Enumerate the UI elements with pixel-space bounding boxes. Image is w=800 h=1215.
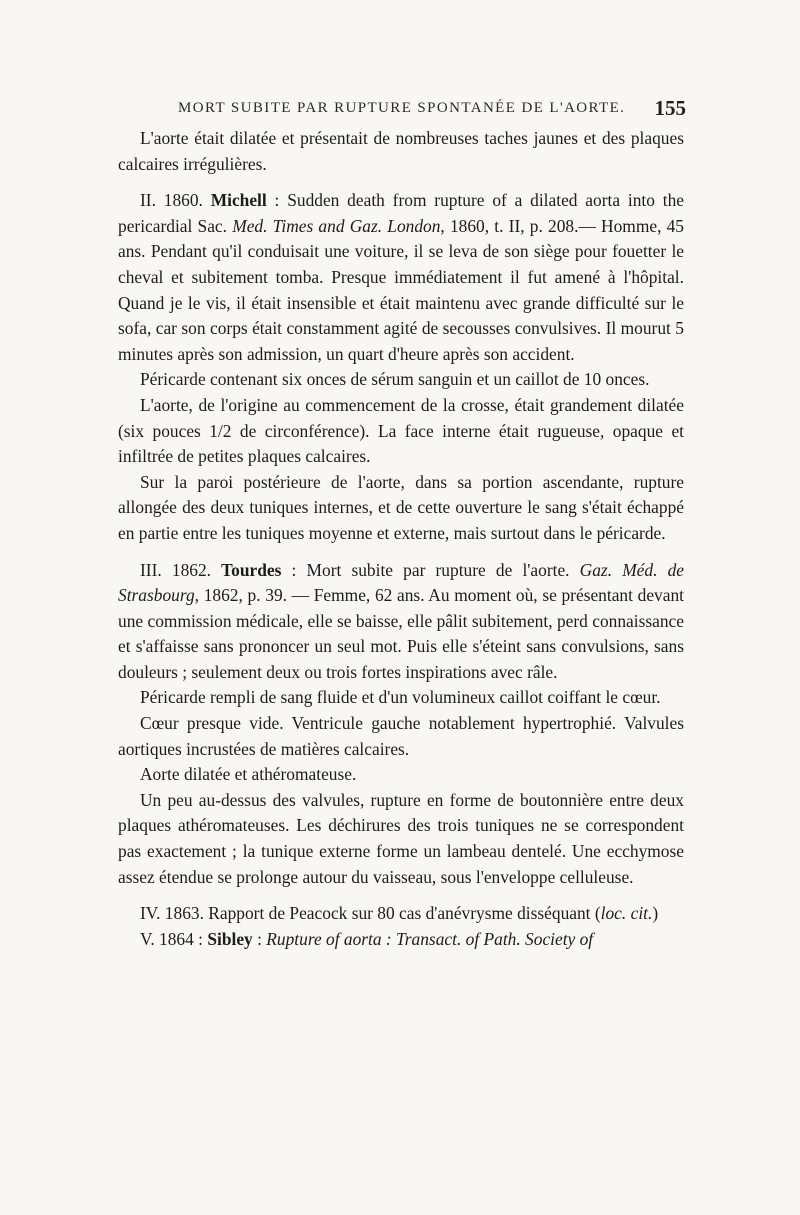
paragraph-text: L'aorte, de l'origine au commencement de la crosse, était grandement dilatée (six pouces 1/2 de circonférence). La face interne était rugueuse, opaque et infiltrée de petites plaques calcaires. [118,394,684,467]
paragraph-text: : Mort subite par rupture de l'aorte. [281,559,580,580]
author-name: Michell [210,190,267,211]
paragraph-text: Sur la paroi postérieure de l'aorte, dans sa portion ascendante, rupture allongée des deux tuniques internes, et de cette ouverture le sang s'était échappé en partie entre les tuniques moyenne et externe, mais surtout dans le péricarde. [118,471,684,543]
paragraph-text: : Sudden death from rupture of a dilated aorta into the pericardial Sac. [118,190,684,236]
paragraph [118,558,684,686]
paragraph [118,762,684,788]
citation-title: Gaz. Méd. de Strasbourg [118,559,685,606]
paragraph-text: Aorte dilatée et athéromateuse. [140,764,357,785]
paragraph-text: , 1862, p. 39. — Femme, 62 ans. Au moment où, se présentant devant une commission médicale, elle se baisse, elle pâlit subitement, perd connaissance et s'affaisse sans prononcer un seul mot. Puis elle s'éteint sans convulsions, sans douleurs ; seulement deux ou trois fortes inspirations avec râle. [118,585,684,682]
paragraph-text: , 1860, t. II, p. 208.— Homme, 45 ans. Pendant qu'il conduisait une voiture, il se leva de son siège pour fouetter le cheval et subitement tomba. Presque immédiatement il fut amené à l'hôpital. Quand je le vis, il était insensible et était maintenu avec grande difficulté sur le sofa, car son corps était constamment agité de secousses convulsives. Il mourut 5 minutes après son admission, un quart d'heure après son accident. [118,215,684,364]
paragraph [118,470,684,547]
page-header [118,96,686,124]
paragraph-text: Cœur presque vide. Ventricule gauche notablement hypertrophié. Valvules aortiques incrustées de matières calcaires. [118,713,684,759]
paragraph [118,393,684,470]
paragraph [118,126,684,177]
paragraph [118,901,684,927]
paragraph [118,685,684,711]
paragraph-text: III. 1862. [140,559,222,580]
paragraph-text: : [252,928,267,949]
paragraph-text: L'aorte était dilatée et présentait de nombreuses taches jaunes et des plaques calcaires irrégulières. [118,128,684,174]
paragraph-text: Péricarde contenant six onces de sérum sanguin et un caillot de 10 onces. [140,369,650,390]
body-text [118,126,684,952]
paragraph [118,711,684,762]
paragraph-text: V. 1864 : [140,928,208,949]
paragraph [118,788,684,890]
author-name: Sibley [207,928,253,949]
citation-title: loc. cit. [600,903,653,924]
paragraph [118,188,684,367]
paragraph-text: Péricarde rempli de sang fluide et d'un volumineux caillot coiffant le cœur. [140,687,661,708]
paragraph [118,927,684,953]
running-title: MORT SUBITE PAR RUPTURE SPONTANÉE DE L'AORTE. [178,100,626,116]
paragraph-text: II. 1860. [140,190,211,211]
citation-title: Rupture of aorta : Transact. of Path. Society of [266,928,594,949]
page-number: 155 [654,96,686,120]
paragraph [118,367,684,393]
citation-title: Med. Times and Gaz. London [232,215,441,236]
paragraph-text: Un peu au-dessus des valvules, rupture en forme de boutonnière entre deux plaques athéromateuses. Les déchirures des trois tuniques ne se correspondent pas exactement ; la tunique externe forme un lambeau dentelé. Une ecchymose assez étendue se prolonge autour du vaisseau, sous l'enveloppe celluleuse. [118,789,684,887]
author-name: Tourdes [221,559,282,580]
paragraph-text: ) [652,903,659,924]
paragraph-text: IV. 1863. Rapport de Peacock sur 80 cas d'anévrysme disséquant ( [140,903,601,924]
